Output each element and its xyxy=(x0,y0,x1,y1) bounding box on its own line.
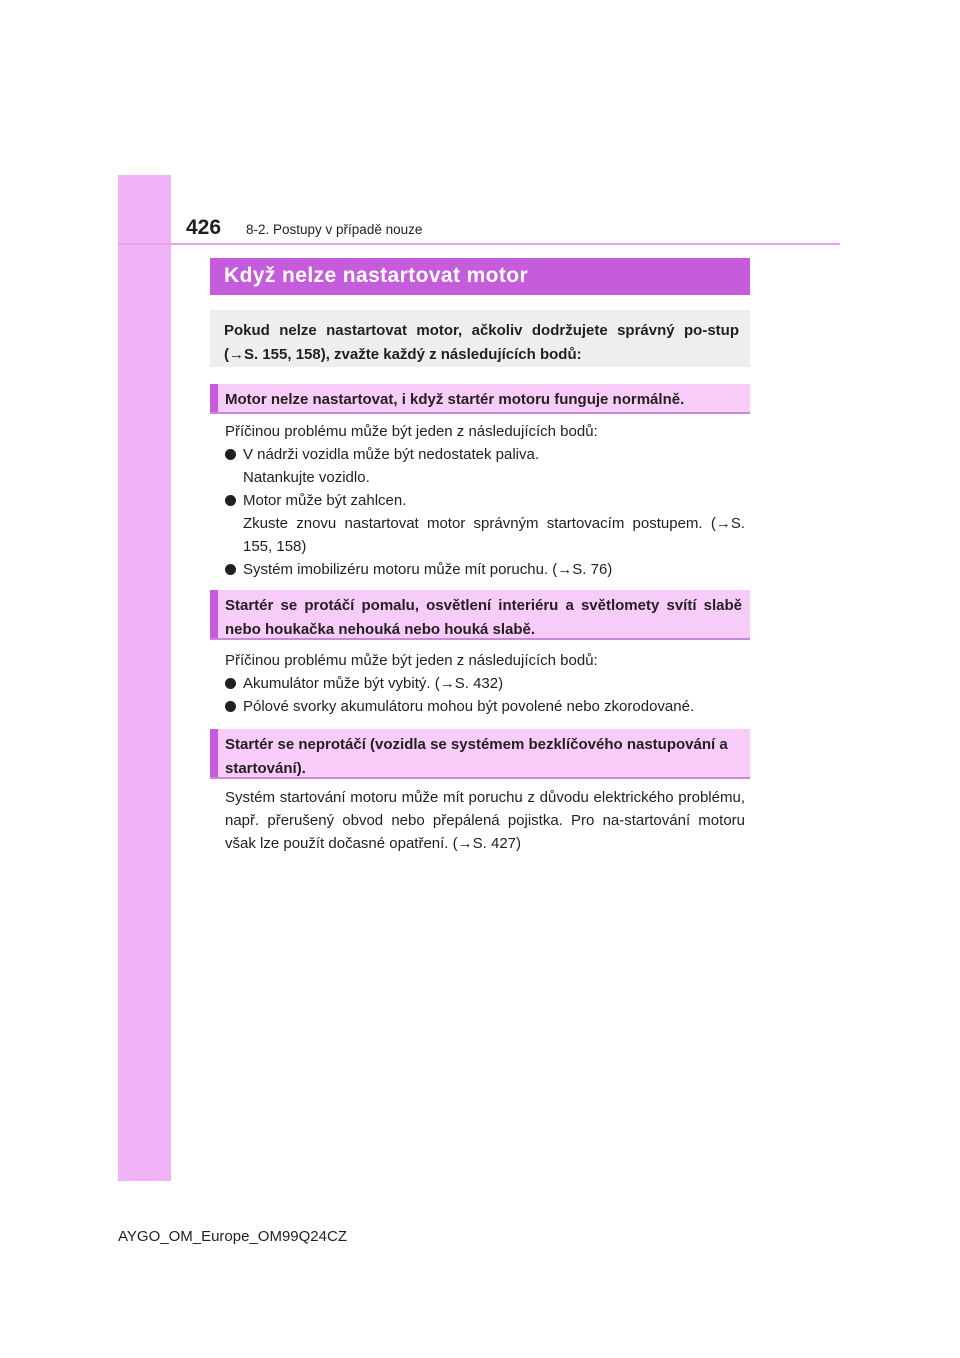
bullet-text: Systém imobilizéru motoru může mít poruchu. (→S. 76) xyxy=(243,561,613,578)
body-text: Systém startování motoru může mít poruchu z důvodu elektrického problému, např. přerušený obvod nebo přepálená pojistka. Pro na-startování motoru však lze použít dočasné opatření. (→S. 427) xyxy=(225,789,745,852)
page-number: 426 xyxy=(186,216,222,239)
subheading-starter-normal xyxy=(210,384,750,414)
bullet-text: V nádrži vozidla může být nedostatek paliva. xyxy=(243,446,539,463)
bullet-detail: Zkuste znovu nastartovat motor správným startovacím postupem. (→S. 155, 158) xyxy=(243,515,745,555)
bullet-icon xyxy=(225,495,236,506)
subheading-starter-slow xyxy=(210,590,750,640)
bullet-icon xyxy=(225,449,236,460)
section-tab xyxy=(118,175,171,1181)
bullet-detail: Natankujte vozidlo. xyxy=(243,469,370,486)
subheading-starter-not-turning xyxy=(210,729,750,779)
bullet-text: Motor může být zahlcen. xyxy=(243,492,407,509)
bullet-icon xyxy=(225,564,236,575)
intro-text: Pokud nelze nastartovat motor, ačkoliv dodržujete správný po-stup (→S. 155, 158), zvažte každý z následujících bodů: xyxy=(224,322,739,363)
document-code: AYGO_OM_Europe_OM99Q24CZ xyxy=(118,1228,347,1245)
subheading-text: Motor nelze nastartovat, i když startér motoru funguje normálně. xyxy=(225,391,685,408)
intro-box xyxy=(210,310,750,367)
cause-lead: Příčinou problému může být jeden z následujících bodů: xyxy=(225,423,598,440)
section-title: Když nelze nastartovat motor xyxy=(224,264,529,287)
subheading-accent-bar xyxy=(210,384,218,412)
bullet-text: Akumulátor může být vybitý. (→S. 432) xyxy=(243,675,504,692)
section-title-banner xyxy=(210,258,750,295)
cause-lead: Příčinou problému může být jeden z následujících bodů: xyxy=(225,652,598,669)
subheading-accent-bar xyxy=(210,729,218,777)
header-divider xyxy=(118,243,840,245)
subheading-text: Startér se protáčí pomalu, osvětlení interiéru a světlomety svítí slabě nebo houkačka nehouká nebo houká slabě. xyxy=(225,597,742,638)
bullet-icon xyxy=(225,701,236,712)
subheading-accent-bar xyxy=(210,590,218,638)
breadcrumb: 8-2. Postupy v případě nouze xyxy=(246,222,423,237)
subheading-text: Startér se neprotáčí (vozidla se systémem bezklíčového nastupování a startování). xyxy=(225,736,728,777)
bullet-text: Pólové svorky akumulátoru mohou být povolené nebo zkorodované. xyxy=(243,698,695,715)
bullet-icon xyxy=(225,678,236,689)
